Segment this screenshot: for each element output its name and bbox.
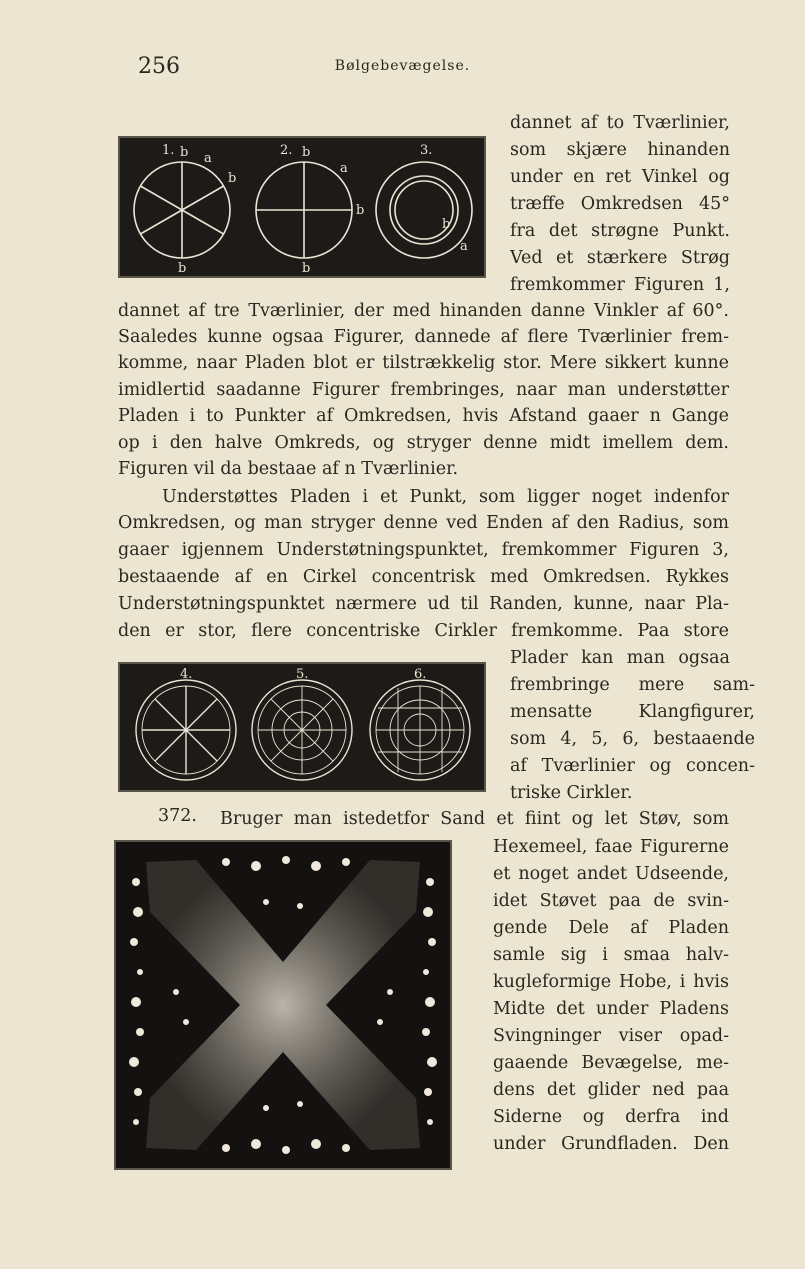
figure-chladni-4-6 [118, 662, 486, 792]
fig-label: 5. [296, 667, 309, 682]
text-line: idet Støvet paa de svin- [493, 891, 729, 911]
text-line: Ved et stærkere Strøg [510, 248, 730, 268]
text-line: dens det glider ned paa [493, 1080, 729, 1100]
fig-label: a [340, 161, 348, 176]
nodal-circle [390, 176, 458, 244]
fig-label: a [204, 151, 212, 166]
text-line: kugleformige Hobe, i hvis [493, 972, 729, 992]
text-line: frembringe mere sam- [510, 675, 755, 695]
fig-label: 4. [180, 667, 193, 682]
fig-label: b [178, 261, 187, 276]
text-line: Understøttes Pladen i et Punkt, som ligger noget indenfor [162, 487, 729, 507]
fig-label: 3. [420, 143, 433, 158]
fig-label: b [180, 145, 189, 160]
text-line: fra det strøgne Punkt. [510, 221, 730, 241]
text-line: dannet af to Tværlinier, [510, 113, 730, 133]
text-line: dannet af tre Tværlinier, der med hinanden danne Vinkler af 60°. [118, 301, 729, 321]
text-line: som 4, 5, 6, bestaaende [510, 729, 755, 749]
text-line: fremkommer Figuren 1, [510, 275, 730, 295]
running-title: Bølgebevægelse. [334, 58, 471, 74]
text-line: triske Cirkler. [510, 783, 633, 803]
text-line: af Tværlinier og concen- [510, 756, 755, 776]
text-line: Understøtningspunktet nærmere ud til Randen, kunne, naar Pla- [118, 594, 729, 614]
text-line: Siderne og derfra ind [493, 1107, 729, 1127]
fig-label: a [460, 239, 468, 254]
text-line: et noget andet Udseende, [493, 864, 729, 884]
text-line: Omkredsen, og man stryger denne ved Enden af den Radius, som [118, 513, 729, 533]
fig-label: 6. [414, 667, 427, 682]
text-line: Hexemeel, faae Figurerne [493, 837, 729, 857]
text-line: Bruger man istedetfor Sand et fiint og let Støv, som [220, 809, 729, 829]
text-line: træffe Omkredsen 45° [510, 194, 730, 214]
text-line: Midte det under Pladens [493, 999, 729, 1019]
text-line: den er stor, flere concentriske Cirkler fremkomme. Paa store [118, 621, 729, 641]
fig-label: b [228, 171, 237, 186]
text-line: som skjære hinanden [510, 140, 730, 160]
fig-label: b [356, 203, 365, 218]
fig-label: b [302, 145, 311, 160]
figure-chladni-1-3 [118, 136, 486, 278]
fig-label: b [302, 261, 311, 276]
text-line: op i den halve Omkreds, og stryger denne midt imellem dem. [118, 433, 729, 453]
text-line: bestaaende af en Cirkel concentrisk med Omkredsen. Rykkes [118, 567, 729, 587]
page-number: 256 [138, 54, 180, 79]
dust-cross [146, 860, 420, 1150]
fig-label: b [442, 217, 451, 232]
text-line: Saaledes kunne ogsaa Figurer, dannede af flere Tværlinier frem- [118, 327, 729, 347]
section-number: 372. [158, 806, 197, 826]
text-line: gaaer igjennem Understøtningspunktet, fremkommer Figuren 3, [118, 540, 729, 560]
text-line: under en ret Vinkel og [510, 167, 730, 187]
fig-label: 2. [280, 143, 293, 158]
text-line: mensatte Klangfigurer, [510, 702, 755, 722]
text-line: samle sig i smaa halv- [493, 945, 729, 965]
text-line: Plader kan man ogsaa [510, 648, 730, 668]
text-line: Svingninger viser opad- [493, 1026, 729, 1046]
text-line: gende Dele af Pladen [493, 918, 729, 938]
text-line: gaaende Bevægelse, me- [493, 1053, 729, 1073]
text-line: under Grundfladen. Den [493, 1134, 729, 1154]
text-line: Pladen i to Punkter af Omkredsen, hvis Afstand gaaer n Gange [118, 406, 729, 426]
text-line: Figuren vil da bestaae af n Tværlinier. [118, 459, 459, 479]
text-line: imidlertid saadanne Figurer frembringes, naar man understøtter [118, 380, 729, 400]
figure-dust-pattern [114, 840, 452, 1170]
text-line: komme, naar Pladen blot er tilstrækkelig stor. Mere sikkert kunne [118, 353, 729, 373]
fig-label: 1. [162, 143, 175, 158]
